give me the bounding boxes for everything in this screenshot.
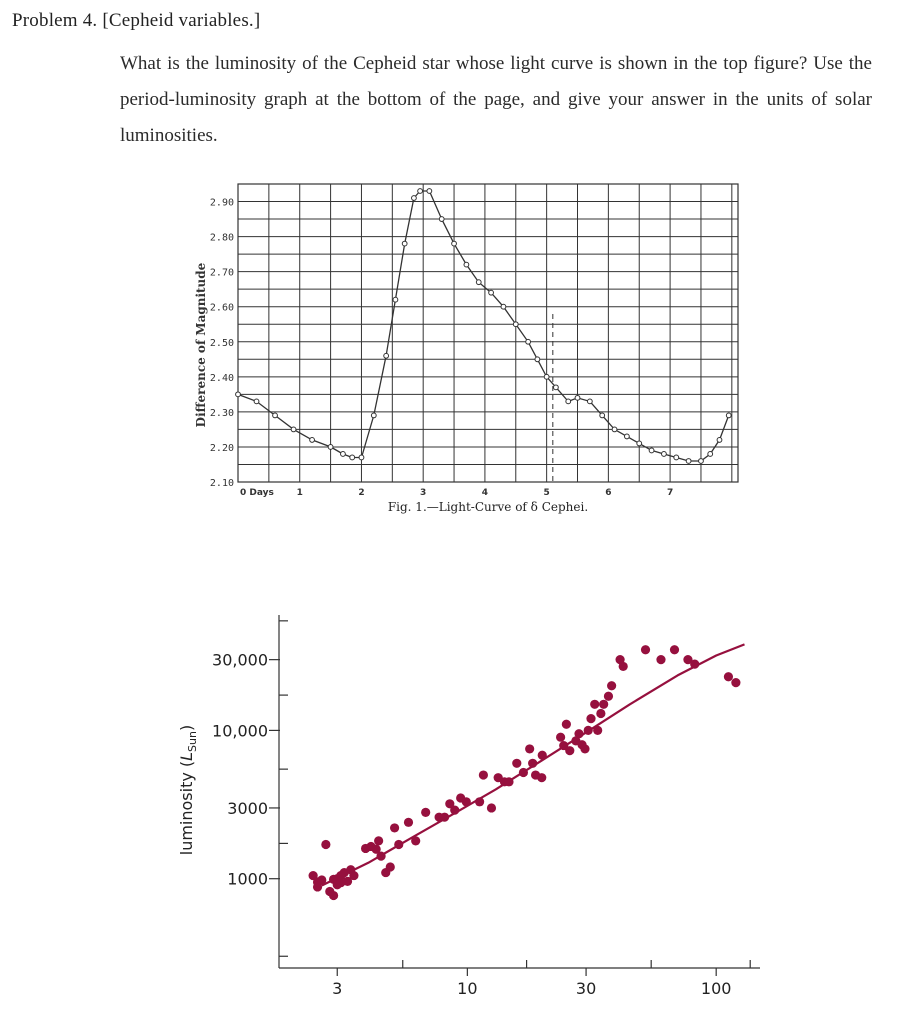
y-label-subscript: Sun bbox=[186, 730, 199, 752]
cepheid-data-point bbox=[390, 823, 399, 832]
cepheid-data-point bbox=[724, 672, 733, 681]
x-tick-label: 10 bbox=[457, 979, 478, 998]
cepheid-data-point bbox=[504, 777, 513, 786]
cepheid-data-point bbox=[374, 836, 383, 845]
cepheid-data-point bbox=[656, 655, 665, 664]
light-curve-y-axis-label: Difference of Magnitude bbox=[194, 262, 208, 428]
y-label-close: ) bbox=[177, 724, 196, 731]
problem-heading: Problem 4. [Cepheid variables.] bbox=[12, 10, 261, 31]
cepheid-data-point bbox=[349, 871, 358, 880]
y-tick-label: 10,000 bbox=[212, 721, 268, 741]
cepheid-data-point bbox=[519, 768, 528, 777]
cepheid-data-point bbox=[321, 840, 330, 849]
light-curve-y-tick: 2.40 bbox=[209, 372, 234, 384]
cepheid-data-point bbox=[317, 875, 326, 884]
light-curve-x-tick: 3 bbox=[420, 488, 427, 498]
cepheid-data-point bbox=[475, 797, 484, 806]
cepheid-data-point bbox=[329, 891, 338, 900]
cepheid-data-point bbox=[487, 803, 496, 812]
light-curve-y-tick: 2.20 bbox=[209, 442, 234, 454]
y-tick-label: 1000 bbox=[227, 869, 268, 889]
y-label-L: L bbox=[177, 751, 196, 761]
cepheid-data-point bbox=[440, 813, 449, 822]
cepheid-data-point bbox=[670, 645, 679, 654]
cepheid-data-point bbox=[641, 645, 650, 654]
light-curve-x-tick: 7 bbox=[666, 488, 674, 498]
cepheid-data-point bbox=[596, 709, 605, 718]
cepheid-data-point bbox=[590, 700, 599, 709]
y-tick-label: 30,000 bbox=[212, 650, 268, 670]
x-tick-label: 30 bbox=[575, 979, 597, 998]
light-curve-y-tick: 2.60 bbox=[209, 302, 234, 314]
period-luminosity-axes bbox=[269, 615, 760, 976]
cepheid-data-point bbox=[619, 662, 628, 671]
problem-statement: What is the luminosity of the Cepheid star whose light curve is shown in the top figure? Use the period-luminosity graph at the bottom of the page, and give your answer in the units of solar luminosities. bbox=[120, 53, 872, 146]
cepheid-data-point bbox=[537, 773, 546, 782]
cepheid-data-point bbox=[538, 751, 547, 760]
cepheid-data-point bbox=[604, 692, 613, 701]
period-luminosity-x-tick-labels bbox=[332, 979, 731, 998]
light-curve-x-tick: 6 bbox=[605, 488, 612, 498]
cepheid-data-point bbox=[580, 744, 589, 753]
cepheid-data-point bbox=[574, 729, 583, 738]
cepheid-data-point bbox=[584, 726, 593, 735]
cepheid-data-point bbox=[599, 700, 608, 709]
light-curve-y-tick: 2.90 bbox=[209, 197, 234, 209]
cepheid-data-point bbox=[562, 720, 571, 729]
cepheid-data-point bbox=[690, 659, 699, 668]
cepheid-data-point bbox=[556, 733, 565, 742]
cepheid-data-point bbox=[607, 681, 616, 690]
period-luminosity-y-tick-labels bbox=[212, 651, 268, 889]
cepheid-data-point bbox=[479, 770, 488, 779]
light-curve-y-tick: 2.80 bbox=[209, 232, 234, 244]
cepheid-data-point bbox=[376, 852, 385, 861]
cepheid-data-point bbox=[386, 862, 395, 871]
cepheid-data-point bbox=[731, 678, 740, 687]
cepheid-data-point bbox=[450, 806, 459, 815]
cepheid-data-point bbox=[462, 797, 471, 806]
cepheid-data-point bbox=[528, 759, 537, 768]
light-curve-y-tick: 2.10 bbox=[209, 478, 234, 489]
cepheid-data-point bbox=[525, 744, 534, 753]
light-curve-y-tick: 2.50 bbox=[209, 337, 234, 349]
cepheid-data-point bbox=[394, 840, 403, 849]
light-curve-x-tick: 1 bbox=[296, 488, 303, 498]
light-curve-caption: Fig. 1.—Light-Curve of δ Cephei. bbox=[387, 500, 589, 514]
light-curve-x-tick: 4 bbox=[481, 488, 489, 498]
light-curve-x-tick: 2 bbox=[358, 488, 365, 498]
cepheid-data-point bbox=[586, 714, 595, 723]
cepheid-data-point bbox=[593, 726, 602, 735]
light-curve-x-tick: 0 Days bbox=[240, 488, 274, 498]
x-tick-label: 3 bbox=[332, 979, 343, 998]
period-luminosity-points bbox=[309, 645, 741, 900]
period-luminosity-y-axis-label bbox=[177, 725, 199, 856]
cepheid-data-point bbox=[411, 836, 420, 845]
light-curve-x-tick: 5 bbox=[543, 488, 550, 498]
y-label-main: luminosity ( bbox=[177, 760, 196, 856]
cepheid-data-point bbox=[512, 759, 521, 768]
cepheid-data-point bbox=[421, 808, 430, 817]
light-curve-y-tick: 2.30 bbox=[209, 407, 234, 419]
y-tick-label: 3000 bbox=[227, 798, 268, 818]
cepheid-data-point bbox=[404, 818, 413, 827]
x-tick-label: 100 bbox=[700, 979, 732, 998]
light-curve-y-tick: 2.70 bbox=[209, 267, 234, 279]
cepheid-data-point bbox=[565, 746, 574, 755]
